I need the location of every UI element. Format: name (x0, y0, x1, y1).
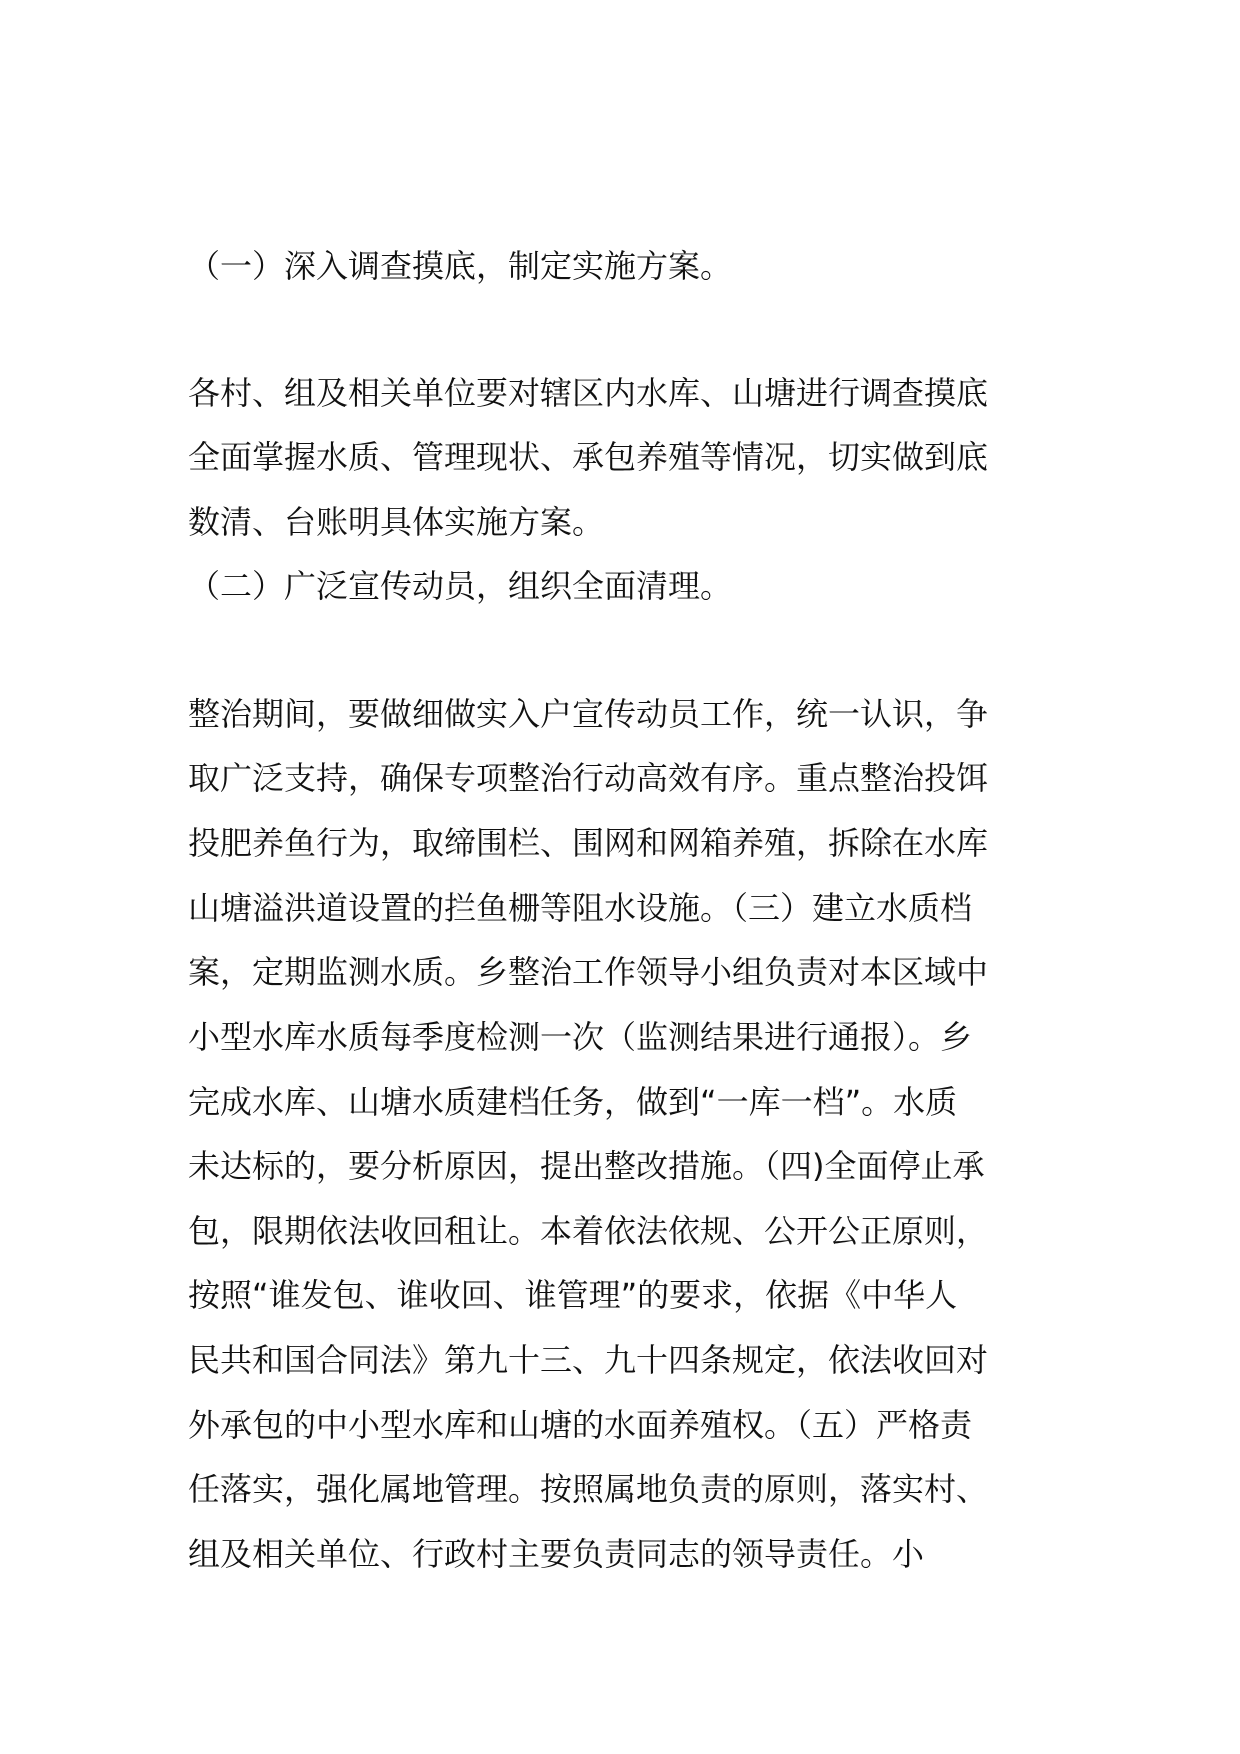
paragraph-2-line: 任落实，强化属地管理。按照属地负责的原则，落实村、 (188, 1470, 989, 1508)
paragraph-1-line: 全面掌握水质、管理现状、承包养殖等情况，切实做到底 (188, 438, 989, 476)
paragraph-2-line: 完成水库、山塘水质建档任务，做到“一库一档”。水质 (188, 1083, 958, 1121)
paragraph-2-line: 案，定期监测水质。乡整治工作领导小组负责对本区域中 (188, 953, 989, 991)
paragraph-2-line: 未达标的，要分析原因，提出整改措施。（四)全面停止承 (188, 1147, 985, 1185)
paragraph-1-line: 各村、组及相关单位要对辖区内水库、山塘进行调查摸底 (188, 374, 989, 412)
paragraph-2-line: 山塘溢洪道设置的拦鱼栅等阻水设施。（三）建立水质档 (188, 889, 973, 927)
paragraph-2-line: 投肥养鱼行为，取缔围栏、围网和网箱养殖，拆除在水库 (188, 824, 989, 862)
paragraph-2-line: 整治期间，要做细做实入户宣传动员工作，统一认识，争 (188, 695, 989, 733)
section-heading-1: （一）深入调查摸底，制定实施方案。 (188, 247, 733, 285)
paragraph-2-line: 取广泛支持，确保专项整治行动高效有序。重点整治投饵 (188, 759, 989, 797)
section-heading-2: （二）广泛宣传动员，组织全面清理。 (188, 567, 733, 605)
paragraph-2-line: 组及相关单位、行政村主要负责同志的领导责任。小 (188, 1535, 925, 1573)
paragraph-2-line: 包，限期依法收回租让。本着依法依规、公开公正原则， (188, 1212, 989, 1250)
paragraph-2-line: 小型水库水质每季度检测一次（监测结果进行通报）。乡 (188, 1018, 973, 1056)
paragraph-2-line: 外承包的中小型水库和山塘的水面养殖权。（五）严格责 (188, 1406, 973, 1444)
paragraph-2-line: 按照“谁发包、谁收回、谁管理”的要求，依据《中华人 (188, 1276, 958, 1314)
paragraph-2-line: 民共和国合同法》第九十三、九十四条规定，依法收回对 (188, 1341, 989, 1379)
paragraph-1-line: 数清、台账明具体实施方案。 (188, 503, 605, 541)
